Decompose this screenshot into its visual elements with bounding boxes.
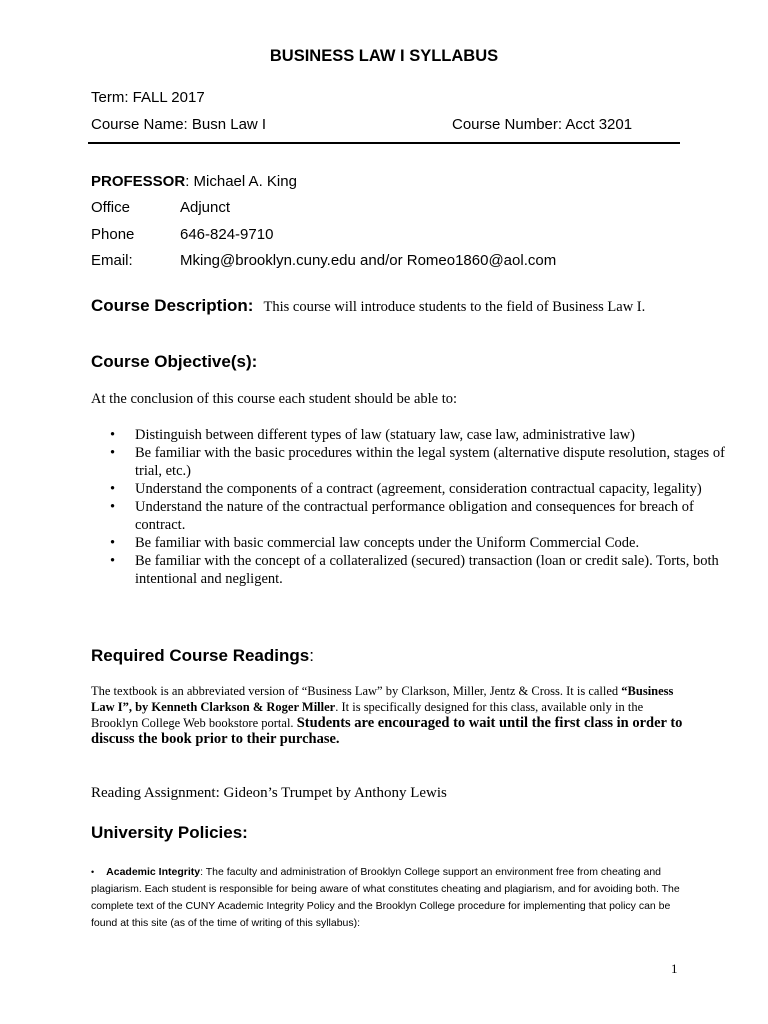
reading-assignment: Reading Assignment: Gideon’s Trumpet by Anthony Lewis <box>91 785 447 801</box>
office-value: Adjunct <box>180 199 231 216</box>
office-label: Office <box>91 199 130 216</box>
academic-integrity-text: : The faculty and administration of Brooklyn College support an environment free from cheating and plagiarism. Each student is responsible for being aware of what constitutes cheating and plagiarism, and for avoiding both. The complete text of the CUNY Academic Integrity Policy and the Brooklyn College procedure for implementing that policy can be found at this site (as of the time of writing of this syllabus): <box>91 866 680 929</box>
email-label: Email: <box>91 252 133 269</box>
professor-label: PROFESSOR <box>91 173 186 190</box>
page-number: 1 <box>671 961 678 976</box>
objective-item: • Distinguish between different types of law (statuary law, case law, administrative law) <box>110 427 635 443</box>
course-objectives-intro: At the conclusion of this course each student should be able to: <box>91 391 458 407</box>
bullet-icon: • <box>110 553 116 569</box>
objective-item: • Understand the nature of the contractual performance obligation and consequences for breach of contract. <box>110 499 694 533</box>
professor-name: Michael A. King <box>193 173 297 190</box>
objective-item: • Be familiar with the basic procedures within the legal system (alternative dispute resolution, stages of trial, etc.) <box>110 445 725 479</box>
course-objectives-heading: Course Objective(s): <box>91 352 258 371</box>
course-description-heading: Course Description: <box>91 296 254 315</box>
course-number: Course Number: Acct 3201 <box>452 116 633 133</box>
course-name: Course Name: Busn Law I <box>91 116 267 133</box>
required-readings-heading: Required Course Readings: <box>91 646 314 665</box>
objective-item: • Understand the components of a contract (agreement, consideration contractual capacity, legality) <box>110 481 702 497</box>
bullet-icon: • <box>110 499 116 515</box>
objectives-list <box>91 426 735 588</box>
university-policies-heading: University Policies: <box>91 823 248 842</box>
purchase-note: Students are encouraged to wait until the first class in order to discuss the book prior to their purchase. <box>91 715 683 747</box>
professor-colon: : <box>185 173 194 190</box>
phone-value: 646-824-9710 <box>180 226 274 243</box>
phone-label: Phone <box>91 226 135 243</box>
academic-integrity-policy <box>91 864 691 932</box>
academic-integrity-label: Academic Integrity <box>106 866 201 878</box>
professor-line <box>91 173 297 190</box>
bullet-icon: • <box>110 481 116 497</box>
term: Term: FALL 2017 <box>91 89 205 106</box>
bullet-icon: • <box>110 445 116 461</box>
course-description <box>91 296 645 316</box>
header-divider <box>88 142 680 144</box>
office-row <box>0 199 768 219</box>
document-title: BUSINESS LAW I SYLLABUS <box>269 47 499 65</box>
course-description-text: This course will introduce students to the field of Business Law I. <box>263 299 646 315</box>
email-value: Mking@brooklyn.cuny.edu and/or Romeo1860@aol.com <box>180 252 557 269</box>
reading-assignment-title: Gideon’s Trumpet <box>223 785 333 801</box>
textbook-title: “Business Law I”, by Kenneth Clarkson & Roger Miller <box>91 684 674 714</box>
bullet-icon: • <box>110 427 116 443</box>
objective-item: • Be familiar with basic commercial law concepts under the Uniform Commercial Code. <box>110 535 640 551</box>
objective-item: • Be familiar with the concept of a collateralized (secured) transaction (loan or credit sale). Torts, both intentional and negligent. <box>110 553 719 587</box>
bullet-icon: • <box>110 535 116 551</box>
phone-row <box>0 226 768 246</box>
required-readings-text: The textbook is an abbreviated version of “Business Law” by Clarkson, Miller, Jentz & Cross. It is called “Business Law I”, by Kenneth Clarkson & Roger Miller. It is specifically designed for this class, available only in the Brooklyn College Web bookstore portal. Students are encouraged to wait until the first class in order to discuss the book prior to their purchase. <box>91 684 683 747</box>
email-row <box>0 252 768 272</box>
bullet-icon: • <box>91 867 95 877</box>
